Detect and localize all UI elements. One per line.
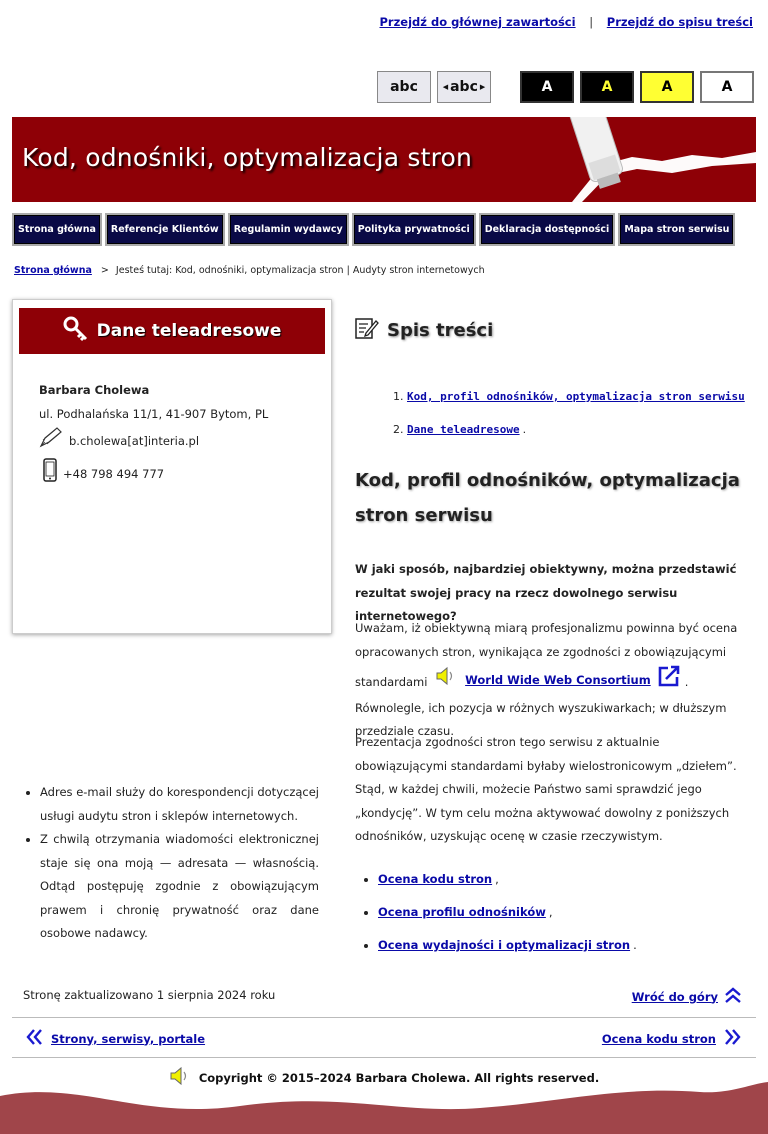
contact-note: • Z chwilą otrzymania wiadomości elektronicznej staje się ona moją — adresata — własnością. Odtąd postępuję zgodnie z obowiązującym prawem i chronię prywatność oraz dane osobowe nadawcy. — [40, 828, 319, 946]
edit-icon — [355, 316, 379, 345]
list-item-suffix: , — [495, 872, 499, 886]
toc-link-code[interactable]: Kod, profil odnośników, optymalizacja stron serwisu — [407, 390, 745, 403]
back-to-top-link[interactable]: Wróć do góry — [631, 989, 718, 1004]
contrast-default-button[interactable] — [700, 71, 754, 103]
nav-item-sitemap[interactable]: Mapa stron serwisu — [618, 213, 735, 246]
footer-divider — [12, 1057, 756, 1058]
skip-to-toc-link[interactable]: Przejdź do spisu treści — [606, 15, 753, 29]
section-heading: Kod, profil odnośników, optymalizacja stron serwisu — [355, 470, 740, 526]
toc-item — [407, 413, 745, 446]
double-chevron-left-icon[interactable] — [25, 1028, 43, 1049]
breadcrumb — [14, 265, 485, 276]
copyright-text: Copyright © 2015–2024 Barbara Cholewa. All rights reserved. — [198, 1070, 600, 1085]
footer-divider — [12, 1017, 756, 1018]
contact-heading-text: Dane teleadresowe — [96, 321, 282, 341]
toc-link-contact[interactable]: Dane teleadresowe — [407, 423, 520, 436]
contact-box — [12, 299, 332, 940]
speaker-icon[interactable] — [435, 666, 457, 695]
toc-item — [407, 380, 745, 413]
nav-item-references[interactable]: Referencje Klientów — [105, 213, 225, 246]
paragraph-presentation: Prezentacja zgodności stron tego serwisu z aktualnie obowiązującymi standardami byłaby wielostronicowym „dziełem”. Stąd, w każdej chwili, możecie Państwo sami sprawdzić jego „kondycję”. W tym celu można aktywować dowolny z poniższych odnośników, uzyskując ocenę w czasie rzeczywistym. — [355, 735, 737, 843]
font-wide-label: abc — [450, 79, 478, 95]
list-item — [378, 929, 637, 962]
double-chevron-right-icon[interactable] — [724, 1028, 742, 1049]
list-item — [378, 863, 637, 896]
list-item-suffix: . — [633, 938, 637, 952]
paragraph-standards — [355, 617, 755, 744]
font-normal-button[interactable] — [377, 71, 431, 103]
back-to-top — [632, 986, 742, 1007]
prev-page-link[interactable]: Strony, serwisy, portale — [51, 1031, 206, 1046]
rating-performance-link[interactable]: Ocena wydajności i optymalizacji stron — [378, 938, 631, 952]
main-nav — [12, 213, 735, 246]
nav-item-accessibility[interactable]: Deklaracja dostępności — [479, 213, 616, 246]
contrast-default-label: A — [721, 79, 733, 95]
arrow-right-icon: ▶ — [479, 83, 486, 91]
intro-question: W jaki sposób, najbardziej obiektywny, można przedstawić rezultat swojej pracy na rzecz dowolnego serwisu internetowego? — [355, 562, 737, 623]
contrast-yellow-black-label: A — [661, 79, 673, 95]
w3c-link[interactable]: World Wide Web Consortium — [465, 672, 651, 687]
prev-page — [25, 1028, 205, 1049]
contrast-black-yellow-label: A — [601, 79, 613, 95]
external-link-icon[interactable] — [657, 664, 681, 697]
contact-heading — [19, 308, 325, 354]
contact-name: Barbara Cholewa — [39, 383, 150, 397]
contact-address: ul. Podhalańska 11/1, 41-907 Bytom, PL — [39, 407, 269, 421]
arrow-left-icon: ◀ — [442, 83, 449, 91]
last-updated: Stronę zaktualizowano 1 sierpnia 2024 roku — [23, 988, 276, 1002]
rating-code-link[interactable]: Ocena kodu stron — [378, 872, 493, 886]
site-banner — [12, 117, 756, 202]
contact-email[interactable]: b.cholewa[at]interia.pl — [69, 434, 200, 448]
nav-item-terms[interactable]: Regulamin wydawcy — [228, 213, 349, 246]
toc-item-suffix: . — [522, 423, 527, 436]
contact-phone[interactable]: +48 798 494 777 — [63, 467, 165, 481]
font-normal-label: abc — [390, 79, 418, 95]
breadcrumb-separator: > — [100, 265, 109, 276]
toc-title: Spis treści — [387, 320, 494, 341]
next-page-link[interactable]: Ocena kodu stron — [601, 1031, 716, 1046]
toc-heading — [355, 316, 493, 345]
key-icon — [63, 316, 89, 347]
nav-item-privacy[interactable]: Polityka prywatności — [352, 213, 476, 246]
skip-to-main-link[interactable]: Przejdź do głównej zawartości — [379, 15, 576, 29]
phone-icon — [43, 458, 57, 490]
list-item-suffix: , — [548, 905, 553, 919]
contrast-black-white-button[interactable] — [520, 71, 574, 103]
double-chevron-up-icon[interactable] — [724, 986, 742, 1007]
w3c-link-wrap — [433, 664, 685, 697]
contact-email-row — [39, 426, 268, 456]
skip-links-separator: | — [589, 15, 594, 29]
rating-links-profile-link[interactable]: Ocena profilu odnośników — [378, 905, 546, 919]
breadcrumb-current: Jesteś tutaj: Kod, odnośniki, optymalizacja stron | Audyty stron internetowych — [115, 265, 485, 276]
page-title: Kod, odnośniki, optymalizacja stron — [22, 143, 473, 172]
paragraph-standards-after: . Równolegle, ich pozycja w różnych wyszukiwarkach; w dłuższym przedziale czasu. — [355, 675, 727, 738]
skip-links — [380, 15, 754, 29]
toc-list — [389, 380, 745, 446]
contrast-yellow-black-button[interactable] — [640, 71, 694, 103]
contrast-black-white-label: A — [541, 79, 553, 95]
breadcrumb-home-link[interactable]: Strona główna — [14, 265, 92, 276]
contact-phone-row — [39, 458, 268, 490]
pen-icon — [39, 426, 63, 456]
font-wide-button[interactable] — [437, 71, 491, 103]
paragraph-standards-text: Uważam, iż obiektywną miarą profesjonalizmu powinna być ocena opracowanych stron, wynikająca ze zgodności z obowiązującymi standardami — [355, 621, 738, 689]
contact-note: • Adres e-mail służy do korespondencji dotyczącej usługi audytu stron i sklepów internetowych. — [40, 781, 319, 828]
contact-notes — [27, 781, 319, 946]
next-page — [602, 1028, 742, 1049]
contrast-black-yellow-button[interactable] — [580, 71, 634, 103]
rating-links — [362, 863, 637, 962]
list-item — [378, 896, 637, 929]
nav-item-home[interactable]: Strona główna — [12, 213, 102, 246]
contact-details — [39, 378, 268, 490]
footer-wave — [0, 1080, 768, 1134]
